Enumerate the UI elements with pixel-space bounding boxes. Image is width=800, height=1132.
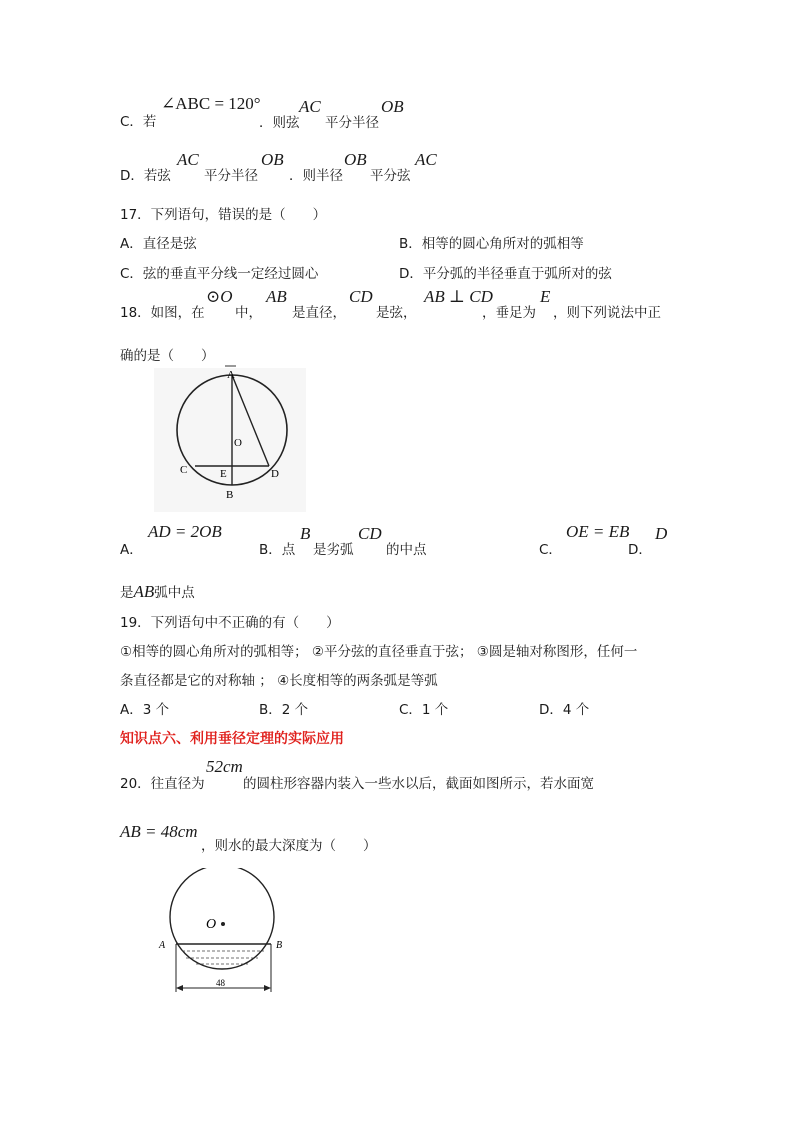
- q18-stem-part0: 18．如图，在: [120, 305, 205, 321]
- q19-option-d: D．4 个: [539, 702, 590, 718]
- q18-option-d-line2: [120, 581, 195, 602]
- q18-option-b-label: B．点: [259, 542, 296, 558]
- q19-statements-line1: ①相等的圆心角所对的弧相等； ②平分弦的直径垂直于弦； ③圆是轴对称图形，任何一: [120, 644, 638, 660]
- q18-option-c-math: OE = EB: [566, 522, 630, 541]
- q19-option-b: B．2 个: [259, 702, 309, 718]
- q18-label-o: O: [234, 437, 242, 449]
- q18-option-b-text2: 的中点: [386, 542, 427, 558]
- q20-text1: 的圆柱形容器内装入一些水以后，截面如图所示，若水面宽: [243, 776, 594, 792]
- q20-diameter-math: 52cm: [206, 757, 243, 776]
- q19-option-c: C．1 个: [399, 702, 449, 718]
- q20-arrow-left: [176, 985, 183, 991]
- q18-stem-part4: 是直径，: [292, 305, 346, 321]
- q17-option-a: A．直径是弦: [120, 236, 197, 252]
- q18-d-math-ab: AB: [133, 582, 155, 601]
- q20-width-label: 48: [216, 978, 225, 988]
- q18-stem-part2: 中，: [235, 305, 262, 321]
- q20-center-dot: [221, 922, 225, 926]
- q18-option-b-text1: 是劣弧: [313, 542, 354, 558]
- q20-arrow-right: [264, 985, 271, 991]
- q18-math-e: E: [540, 287, 551, 306]
- q16-c-label: C．若: [120, 114, 157, 130]
- q18-circle-o: ⊙O: [206, 287, 233, 306]
- q20-label-b: B: [276, 940, 283, 951]
- q18-stem-part6: 是弦，: [376, 305, 417, 321]
- q19-statements-line2: 条直径都是它的对称轴 ； ④长度相等的两条弧是等弧: [120, 673, 438, 689]
- q16-d-math-ac: AC: [177, 150, 199, 169]
- q16-d-math-ac2: AC: [415, 150, 437, 169]
- q18-option-d-label: D．: [628, 542, 652, 558]
- q20-circle: [170, 868, 274, 969]
- q17-stem: 17．下列语句，错误的是（ ）: [120, 207, 327, 223]
- q16-c-text1: ．则弦: [259, 115, 300, 131]
- q20-number: 20．往直径为: [120, 776, 205, 792]
- q18-stem-part10: ，则下列说法中正: [553, 305, 661, 321]
- q19-option-a: A．3 个: [120, 702, 170, 718]
- q18-d-text0: 是: [120, 585, 134, 601]
- q16-c-text2: 平分半径: [325, 115, 379, 131]
- q18-label-a: A: [227, 369, 235, 381]
- q16-d-text2: ．则半径: [289, 168, 343, 184]
- q18-option-d-math: D: [655, 524, 668, 543]
- q17-option-b: B．相等的圆心角所对的弧相等: [399, 236, 584, 252]
- q18-option-a-label: A．: [120, 542, 143, 558]
- q16-option-c: [120, 110, 156, 130]
- q16-c-math-ac: AC: [299, 97, 321, 116]
- q18-label-c: C: [180, 464, 188, 476]
- q20-label-o: O: [206, 917, 217, 932]
- q16-option-d-label: D．若弦: [120, 168, 171, 184]
- q16-d-math-ob: OB: [261, 150, 284, 169]
- q18-stem-line2: 确的是（ ）: [120, 348, 215, 364]
- q18-option-b-math-b: B: [300, 524, 311, 543]
- q18-d-text1: 弧中点: [154, 585, 195, 601]
- q18-option-b-math-cd: CD: [358, 524, 382, 543]
- q18-label-b: B: [226, 489, 234, 501]
- q18-option-a-math: AD = 2OB: [148, 522, 222, 541]
- q18-math-ab: AB: [266, 287, 287, 306]
- q20-text2: ，则水的最大深度为（ ）: [201, 838, 377, 854]
- q18-math-perp: AB ⊥ CD: [424, 287, 493, 306]
- q20-ab-math: AB = 48cm: [120, 822, 198, 841]
- q16-c-math-angle: ∠ABC = 120°: [161, 94, 261, 113]
- q16-d-math-ob2: OB: [344, 150, 367, 169]
- q18-option-c-label: C．: [539, 542, 562, 558]
- q18-stem-part8: ，垂足为: [482, 305, 536, 321]
- q20-container-figure: [150, 868, 300, 998]
- q18-circle-figure: [150, 362, 310, 512]
- q20-label-a: A: [159, 940, 166, 951]
- q17-option-d: D．平分弧的半径垂直于弧所对的弦: [399, 266, 612, 282]
- section-heading: 知识点六、利用垂径定理的实际应用: [120, 731, 344, 747]
- q18-math-cd: CD: [349, 287, 373, 306]
- q16-d-text3: 平分弦: [370, 168, 411, 184]
- q18-label-e: E: [220, 468, 227, 480]
- q19-stem: 19．下列语句中不正确的有（ ）: [120, 615, 340, 631]
- q18-label-d: D: [271, 468, 279, 480]
- q16-c-math-ob: OB: [381, 97, 404, 116]
- q16-d-text1: 平分半径: [204, 168, 258, 184]
- q17-option-c: C．弦的垂直平分线一定经过圆心: [120, 266, 319, 282]
